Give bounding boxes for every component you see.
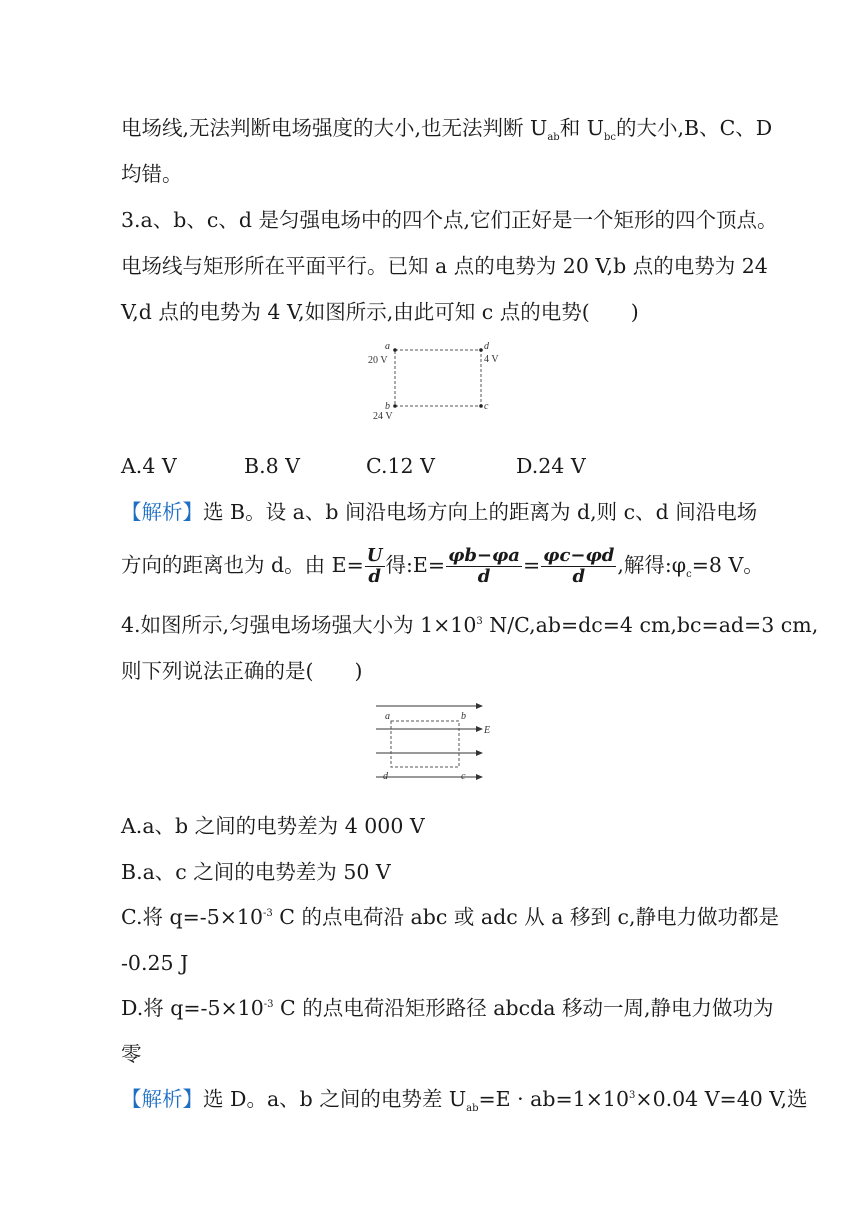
q4-field-label-e: E (484, 725, 491, 736)
q4-option-c-line-2: -0.25 J (121, 951, 189, 975)
prev-paragraph-line-1: 电场线,无法判断电场强度的大小,也无法判断 $U_{ab}$和 $U_{bc}$的大小,B、C、D (121, 116, 773, 144)
prev-paragraph-line-2: 均错。 (121, 162, 183, 186)
q3-stem-line-2: 电场线与矩形所在平面平行。已知 a 点的电势为 20 V,b 点的电势为 24 (121, 254, 768, 278)
q4-analysis-line-1: 【解析】选 D。a、b 之间的电势差 $U_{ab}=E \cdot ab=1\times 10^3\times 0.04$ V=40 V,选 (121, 1087, 808, 1115)
q3-label-vb: 24 V (373, 411, 393, 422)
q4-option-c-line-1: C.将 $q=-5\times 10^{-3}$ C 的点电荷沿 abc 或 adc 从 a 移到 c,静电力做功都是 (121, 905, 779, 929)
q4-point-c: c (461, 771, 466, 782)
q4-option-b: B.a、c 之间的电势差为 50 V (121, 860, 391, 884)
q4-point-d: d (383, 771, 388, 782)
q3-point-b: b (385, 401, 390, 412)
q3-figure (360, 338, 510, 424)
q3-analysis-line-2: 方向的距离也为 d。由 E= $\frac{U}{d}$ 得:E= $\frac{\varphi b-\varphi a}{d}$ = $\frac{\varphi c-\varphi d}{d}$ ,解得$:\varphi_c=8$ V。 (121, 545, 764, 587)
q3-point-c: c (484, 401, 489, 412)
q3-stem-line-1: 3.a、b、c、d 是匀强电场中的四个点,它们正好是一个矩形的四个顶点。 (121, 208, 778, 232)
q3-point-d: d (484, 341, 489, 352)
q3-option-d: D.24 V (516, 454, 586, 478)
fraction-phic-minus-phid: $\frac{\varphi c-\varphi d}{d}$ (543, 545, 615, 587)
q3-label-va: 20 V (368, 355, 388, 366)
q4-option-d-line-1: D.将 $q=-5\times 10^{-3}$ C 的点电荷沿矩形路径 abcda 移动一周,静电力做功为 (121, 996, 774, 1020)
q3-label-vd: 4 V (484, 354, 499, 365)
q4-point-b: b (461, 711, 466, 722)
analysis-tag: 【解析】 (121, 1087, 203, 1111)
q3-option-a: A.4 V (121, 454, 177, 478)
q4-option-a: A.a、b 之间的电势差为 4 000 V (121, 814, 425, 838)
fraction-u-over-d: $\frac{U}{d}$ (366, 545, 383, 587)
q4-stem-line-1: 4.如图所示,匀强电场场强大小为 $1\times 10^3$ N/C,ab=dc=4 cm,bc=ad=3 cm, (121, 613, 819, 637)
analysis-tag: 【解析】 (121, 500, 203, 524)
q3-point-a: a (385, 341, 390, 352)
q3-stem-line-3: V,d 点的电势为 4 V,如图所示,由此可知 c 点的电势( ) (121, 300, 639, 324)
fraction-phib-minus-phia: $\frac{\varphi b-\varphi a}{d}$ (448, 545, 520, 587)
q4-option-d-line-2: 零 (121, 1042, 142, 1066)
q4-figure (372, 698, 502, 788)
q4-point-a: a (385, 711, 390, 722)
q3-option-c: C.12 V (366, 454, 435, 478)
q4-stem-line-2: 则下列说法正确的是( ) (121, 659, 363, 683)
q3-option-b: B.8 V (244, 454, 300, 478)
q3-analysis-line-1: 【解析】选 B。设 a、b 间沿电场方向上的距离为 d,则 c、d 间沿电场 (121, 500, 758, 524)
